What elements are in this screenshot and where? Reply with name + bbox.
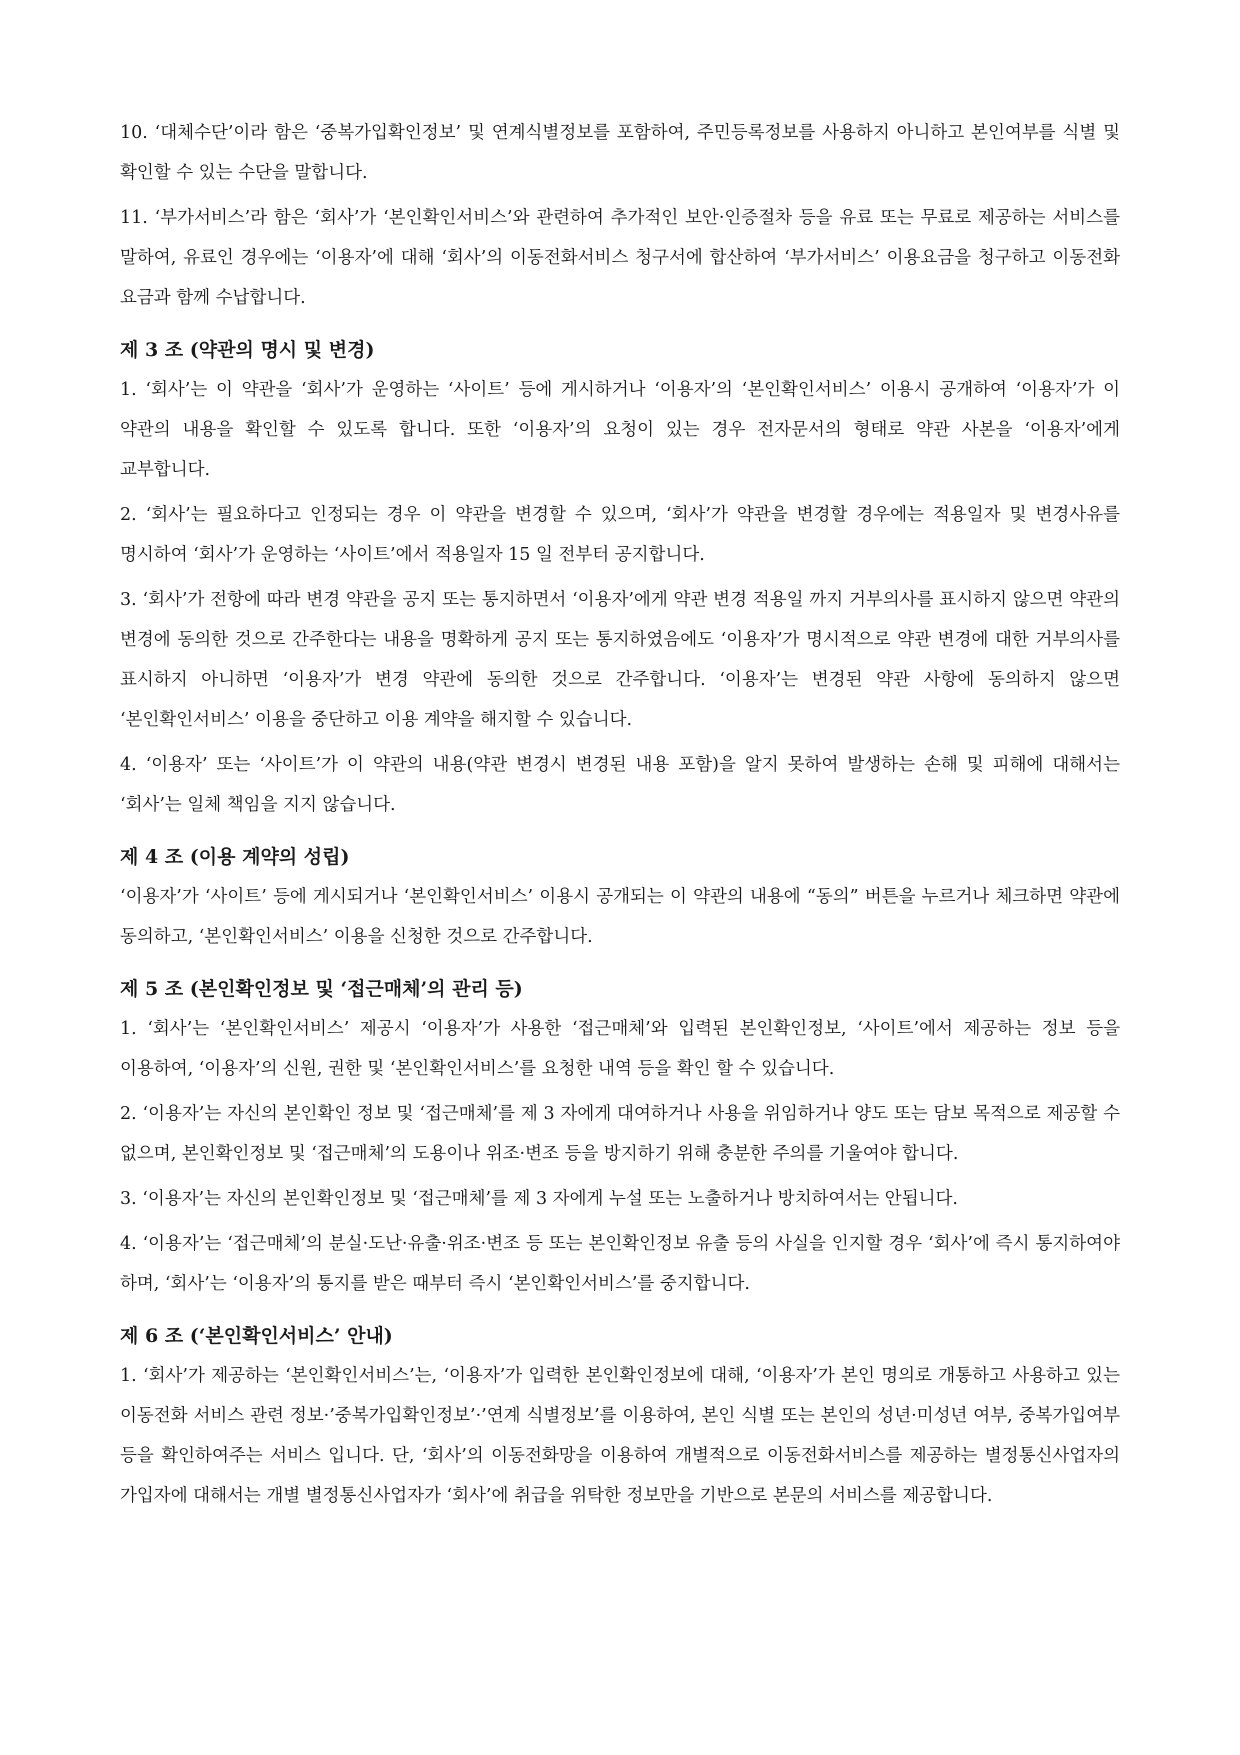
article-3-clause-1: 1. ‘회사’는 이 약관을 ‘회사’가 운영하는 ‘사이트’ 등에 게시하거나 ‘이용자’의 ‘본인확인서비스’ 이용시 공개하여 ‘이용자’가 이 약관의 내용을 확인할 수 있도록 합니다. 또한 ‘이용자’의 요청이 있는 경우 전자문서의 형태로 약관 사본을 ‘이용자’에게 교부합니다. [120, 380, 1120, 480]
article-6-heading: 제 6 조 (‘본인확인서비스’ 안내) [120, 1325, 393, 1347]
article-3 [120, 330, 1120, 825]
article-3-clause-4: 4. ‘이용자’ 또는 ‘사이트’가 이 약관의 내용(약관 변경시 변경된 내용 포함)을 알지 못하여 발생하는 손해 및 피해에 대해서는 ‘회사’는 일체 책임을 지지 않습니다. [120, 755, 1120, 815]
document-page [120, 113, 1120, 1521]
article-5-clause-2: 2. ‘이용자’는 자신의 본인확인 정보 및 ‘접근매체’를 제 3 자에게 대여하거나 사용을 위임하거나 양도 또는 담보 목적으로 제공할 수 없으며, 본인확인정보 및 ‘접근매체’의 도용이나 위조·변조 등을 방지하기 위해 충분한 주의를 기울여야 합니다. [120, 1104, 1120, 1164]
article-5-clause-4: 4. ‘이용자’는 ‘접근매체’의 분실·도난·유출·위조·변조 등 또는 본인확인정보 유출 등의 사실을 인지할 경우 ‘회사’에 즉시 통지하여야 하며, ‘회사’는 ‘이용자’의 통지를 받은 때부터 즉시 ‘본인확인서비스’를 중지합니다. [120, 1234, 1120, 1294]
article-3-clause-3: 3. ‘회사’가 전항에 따라 변경 약관을 공지 또는 통지하면서 ‘이용자’에게 약관 변경 적용일 까지 거부의사를 표시하지 않으면 약관의 변경에 동의한 것으로 간주한다는 내용을 명확하게 공지 또는 통지하였음에도 ‘이용자’가 명시적으로 약관 변경에 대한 거부의사를 표시하지 아니하면 ‘이용자’가 변경 약관에 동의한 것으로 간주합니다. ‘이용자’는 변경된 약관 사항에 동의하지 않으면 ‘본인확인서비스’ 이용을 중단하고 이용 계약을 해지할 수 있습니다. [120, 590, 1120, 730]
definition-11: 11. ‘부가서비스’라 함은 ‘회사’가 ‘본인확인서비스’와 관련하여 추가적인 보안·인증절차 등을 유료 또는 무료로 제공하는 서비스를 말하여, 유료인 경우에는 ‘이용자’에 대해 ‘회사’의 이동전화서비스 청구서에 합산하여 ‘부가서비스’ 이용요금을 청구하고 이동전화 요금과 함께 수납합니다. [120, 208, 1120, 308]
article-5-heading: 제 5 조 (본인확인정보 및 ‘접근매체’의 관리 등) [120, 978, 523, 1000]
article-3-clause-2: 2. ‘회사’는 필요하다고 인정되는 경우 이 약관을 변경할 수 있으며, ‘회사’가 약관을 변경할 경우에는 적용일자 및 변경사유를 명시하여 ‘회사’가 운영하는 ‘사이트’에서 적용일자 15 일 전부터 공지합니다. [120, 505, 1120, 565]
definition-10: 10. ‘대체수단’이라 함은 ‘중복가입확인정보’ 및 연계식별정보를 포함하여, 주민등록정보를 사용하지 아니하고 본인여부를 식별 및 확인할 수 있는 수단을 말합니다. [120, 123, 1120, 183]
article-5 [120, 969, 1120, 1304]
article-5-clause-3: 3. ‘이용자’는 자신의 본인확인정보 및 ‘접근매체’를 제 3 자에게 누설 또는 노출하거나 방치하여서는 안됩니다. [120, 1189, 958, 1209]
article-6-clause-1: 1. ‘회사’가 제공하는 ‘본인확인서비스’는, ‘이용자’가 입력한 본인확인정보에 대해, ‘이용자’가 본인 명의로 개통하고 사용하고 있는 이동전화 서비스 관련 정보·’중복가입확인정보’·’연계 식별정보’를 이용하여, 본인 식별 또는 본인의 성년·미성년 여부, 중복가입여부 등을 확인하여주는 서비스 입니다. 단, ‘회사’의 이동전화망을 이용하여 개별적으로 이동전화서비스를 제공하는 별정통신사업자의 가입자에 대해서는 개별 별정통신사업자가 ‘회사’에 취급을 위탁한 정보만을 기반으로 본문의 서비스를 제공합니다. [120, 1366, 1120, 1506]
article-4 [120, 837, 1120, 957]
article-5-clause-1: 1. ‘회사’는 ‘본인확인서비스’ 제공시 ‘이용자’가 사용한 ‘접근매체’와 입력된 본인확인정보, ‘사이트’에서 제공하는 정보 등을 이용하여, ‘이용자’의 신원, 권한 및 ‘본인확인서비스’를 요청한 내역 등을 확인 할 수 있습니다. [120, 1019, 1120, 1079]
article-6 [120, 1316, 1120, 1516]
article-4-heading: 제 4 조 (이용 계약의 성립) [120, 846, 350, 868]
article-3-heading: 제 3 조 (약관의 명시 및 변경) [120, 339, 375, 361]
article-4-clause: ‘이용자’가 ‘사이트’ 등에 게시되거나 ‘본인확인서비스’ 이용시 공개되는 이 약관의 내용에 “동의” 버튼을 누르거나 체크하면 약관에 동의하고, ‘본인확인서비스’ 이용을 신청한 것으로 간주합니다. [120, 887, 1120, 947]
